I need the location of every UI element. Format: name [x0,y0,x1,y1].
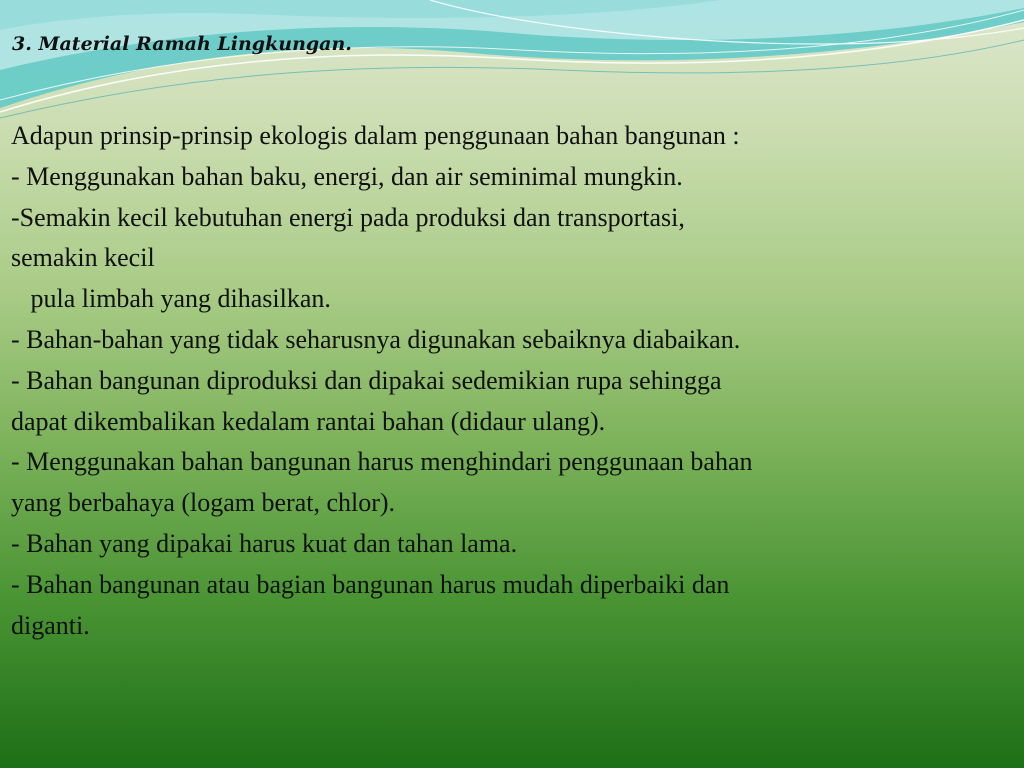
body-line: - Bahan-bahan yang tidak seharusnya digunakan sebaiknya diabaikan. [11,324,741,354]
body-line: pula limbah yang dihasilkan. [11,284,331,314]
decorative-wave-header [0,0,1024,130]
body-line: -Semakin kecil kebutuhan energi pada produksi dan transportasi, [11,202,685,232]
body-line: - Bahan bangunan atau bagian bangunan harus mudah diperbaiki dan [11,569,730,599]
body-line: dapat dikembalikan kedalam rantai bahan (didaur ulang). [11,406,606,436]
body-line: - Bahan bangunan diproduksi dan dipakai sedemikian rupa sehingga [11,365,722,395]
body-line: diganti. [11,610,90,640]
body-line: - Menggunakan bahan baku, energi, dan air seminimal mungkin. [11,161,683,191]
body-line: - Bahan yang dipakai harus kuat dan tahan lama. [11,528,518,558]
body-line: Adapun prinsip-prinsip ekologis dalam penggunaan bahan bangunan : [11,121,740,150]
body-line: yang berbahaya (logam berat, chlor). [11,488,396,518]
body-line: semakin kecil [11,243,155,273]
slide-body [11,116,1016,646]
slide-title: 3. Material Ramah Lingkungan. [12,33,352,55]
body-line: - Menggunakan bahan bangunan harus menghindari penggunaan bahan [11,447,753,477]
